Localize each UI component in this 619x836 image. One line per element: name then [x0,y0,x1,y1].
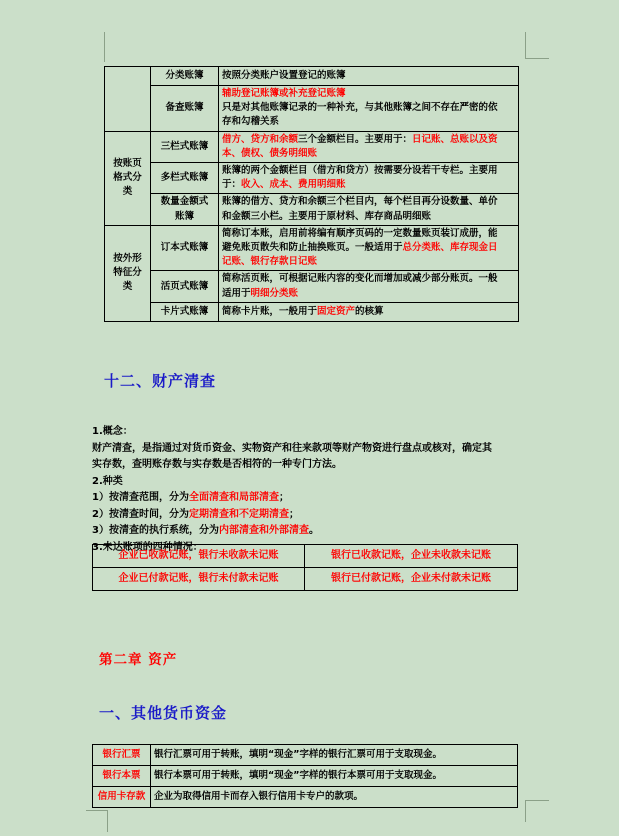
margin-guide-top-left [104,32,105,62]
text-line [222,255,515,269]
unreconciled-table-body [93,545,518,591]
ledger-name-cell [151,225,219,271]
highlight-text: 固定资产 [317,305,356,317]
ledger-group-cell [105,225,151,321]
plain-text: 账簿的借方、贷方和余额三个栏目内，每个栏目再分设数量、单价 [222,196,498,208]
plain-text: 简称订本账，启用前将编有顺序页码的一定数量账页装订成册，能 [222,227,498,239]
ledger-group-cell [105,131,151,225]
ledger-classification-table [104,66,519,322]
group-label-line: 特征分 [113,267,142,279]
highlight-text: 明细分类账 [250,287,299,299]
highlight-text: 辅助登记账簿或补充登记账簿 [222,88,346,99]
funds-table-body [93,745,518,808]
ledger-name-line: 数量金额式 [160,196,209,208]
text-line [222,305,515,319]
funds-key-cell: 信用卡存款 [93,787,151,808]
highlight-text: 内部清查和外部清查 [218,525,309,536]
plain-text: 财产清查，是指通过对货币资金、实物资产和往来款项等财产物资进行盘点或核对，确定其 [92,442,492,454]
other-monetary-funds-table [92,744,518,808]
unreconciled-cell: 企业已收款记账，银行未收款未记账 [93,545,305,568]
text-line [222,178,515,192]
ledger-name-line: 三栏式账簿 [160,140,209,152]
highlight-text: 本、债权、债务明细账 [222,147,318,159]
funds-key-cell: 银行本票 [93,766,151,787]
table-row [93,745,518,766]
text-line [92,523,522,540]
margin-guide-top-right-horizontal [525,58,549,59]
text-line [222,210,515,224]
table-row [105,271,519,302]
ledger-name-line: 卡片式账簿 [160,305,209,317]
plain-text: ； [278,492,289,503]
plain-text: 和金额三小栏。主要用于原材料、库存商品明细账 [222,210,432,222]
plain-text: 存和勾稽关系 [222,116,280,128]
text-line [222,195,515,209]
plain-text: 。 [308,525,319,536]
highlight-text: 日记账、总账以及资 [412,133,498,145]
ledger-name-cell [151,194,219,225]
table-row [105,67,519,86]
plain-text: 2）按清查时间，分为 [92,508,189,520]
ledger-description-cell [219,86,519,132]
plain-text: 账簿的两个金额栏目（借方和贷方）按需要分设若干专栏。主要用 [222,165,498,177]
text-line [222,164,515,178]
table-row [93,568,518,591]
highlight-text: 记账、银行存款日记账 [222,256,318,268]
ledger-name-line: 备查账簿 [165,102,204,114]
ledger-name-cell [151,131,219,162]
text-line [222,287,515,301]
ledger-description-cell [219,271,519,302]
unreconciled-cell: 企业已付款记账，银行未付款未记账 [93,568,305,591]
margin-guide-bottom-right-vertical [525,800,526,822]
funds-description-cell: 企业为取得信用卡而存入银行信用卡专户的款项。 [151,787,518,808]
plain-text: 避免账页散失和防止抽换账页。一般适用于 [222,242,403,254]
text-line [92,474,522,491]
text-line [92,424,522,441]
ledger-description-cell [219,225,519,271]
margin-guide-bottom-right-horizontal [525,800,549,801]
text-line [222,133,515,147]
inventory-paragraph [92,424,522,556]
group-label-line: 类 [122,281,133,293]
ledger-name-line: 账簿 [174,210,194,222]
table-row [105,163,519,194]
text-line [92,490,522,507]
unreconciled-cell: 银行已付款记账，企业未付款未记账 [305,568,518,591]
table-row [105,225,519,271]
plain-text: 的核算 [355,305,384,317]
ledger-name-cell [151,271,219,302]
group-label-line: 类 [122,186,133,198]
margin-guide-bottom-left-vertical [107,810,108,832]
funds-description-cell: 银行汇票可用于转账，填明“现金”字样的银行汇票可用于支取现金。 [151,745,518,766]
text-line [222,147,515,161]
plain-text: 3）按清查的执行系统，分为 [92,525,219,536]
table-row [93,787,518,808]
ledger-description-cell [219,194,519,225]
plain-text: 三个金额栏目。主要用于： [298,133,413,145]
group-label-line: 按外形 [113,253,142,265]
table-row [105,302,519,321]
section-heading-inventory: 十二、财产清查 [104,372,217,390]
text-line [222,227,515,241]
text-line [222,87,515,101]
ledger-group-cell [105,67,151,132]
plain-text: 3.未达账项的四种情况： [92,541,203,553]
plain-text: 简称卡片账，一般用于 [222,305,318,317]
highlight-text: 全面清查和局部清查 [188,492,279,503]
ledger-name-line: 订本式账簿 [160,242,209,254]
ledger-description-cell [219,67,519,86]
plain-text: 只是对其他账簿记录的一种补充，与其他账簿之间不存在严密的依 [222,102,498,114]
plain-text: 简称活页账，可根据记账内容的变化而增加或减少部分账页。一般 [222,273,498,285]
section-heading-other-monetary-funds: 一、其他货币资金 [99,704,228,722]
margin-guide-bottom-left-horizontal [86,810,108,811]
table-row [105,194,519,225]
text-line [92,441,522,458]
highlight-text: 总分类账、库存现金日 [402,242,498,254]
text-line [222,241,515,255]
plain-text: 1.概念： [92,426,133,437]
ledger-name-cell [151,86,219,132]
plain-text: 1）按清查范围，分为 [92,492,189,503]
ledger-description-cell [219,302,519,321]
highlight-text: 借方、贷方和余额 [222,133,299,145]
highlight-text: 收入、成本、费用明细账 [241,179,346,191]
text-line [92,457,522,474]
chapter-heading: 第二章 资产 [99,652,178,668]
group-label-line: 格式分 [113,172,142,184]
unreconciled-items-table [92,541,518,591]
plain-text: ； [288,508,299,520]
unreconciled-cell: 银行已收款记账，企业未收款未记账 [305,545,518,568]
group-label-line: 按账页 [113,157,142,169]
ledger-table-body [105,67,519,322]
ledger-description-cell [219,163,519,194]
table-row [105,86,519,132]
text-line [222,272,515,286]
ledger-name-line: 活页式账簿 [160,280,209,292]
ledger-description-cell [219,131,519,162]
text-line [222,101,515,115]
ledger-name-cell [151,302,219,321]
text-line [222,69,515,83]
ledger-name-line: 多栏式账簿 [160,172,209,184]
ledger-name-cell [151,163,219,194]
highlight-text: 定期清查和不定期清查 [188,508,289,520]
text-line [92,507,522,524]
table-row [93,766,518,787]
funds-key-cell: 银行汇票 [93,745,151,766]
table-row [93,545,518,568]
table-row [105,131,519,162]
plain-text: 按照分类账户设置登记的账簿 [222,69,346,81]
plain-text: 于： [222,179,242,191]
margin-guide-top-right-vertical [525,32,526,59]
plain-text: 2.种类 [92,475,123,487]
text-line [222,115,515,129]
plain-text: 实存数，查明账存数与实存数是否相符的一种专门方法。 [92,459,342,470]
ledger-name-cell [151,67,219,86]
plain-text: 适用于 [222,287,251,299]
ledger-name-line: 分类账簿 [165,69,204,81]
funds-description-cell: 银行本票可用于转账，填明“现金”字样的银行本票可用于支取现金。 [151,766,518,787]
